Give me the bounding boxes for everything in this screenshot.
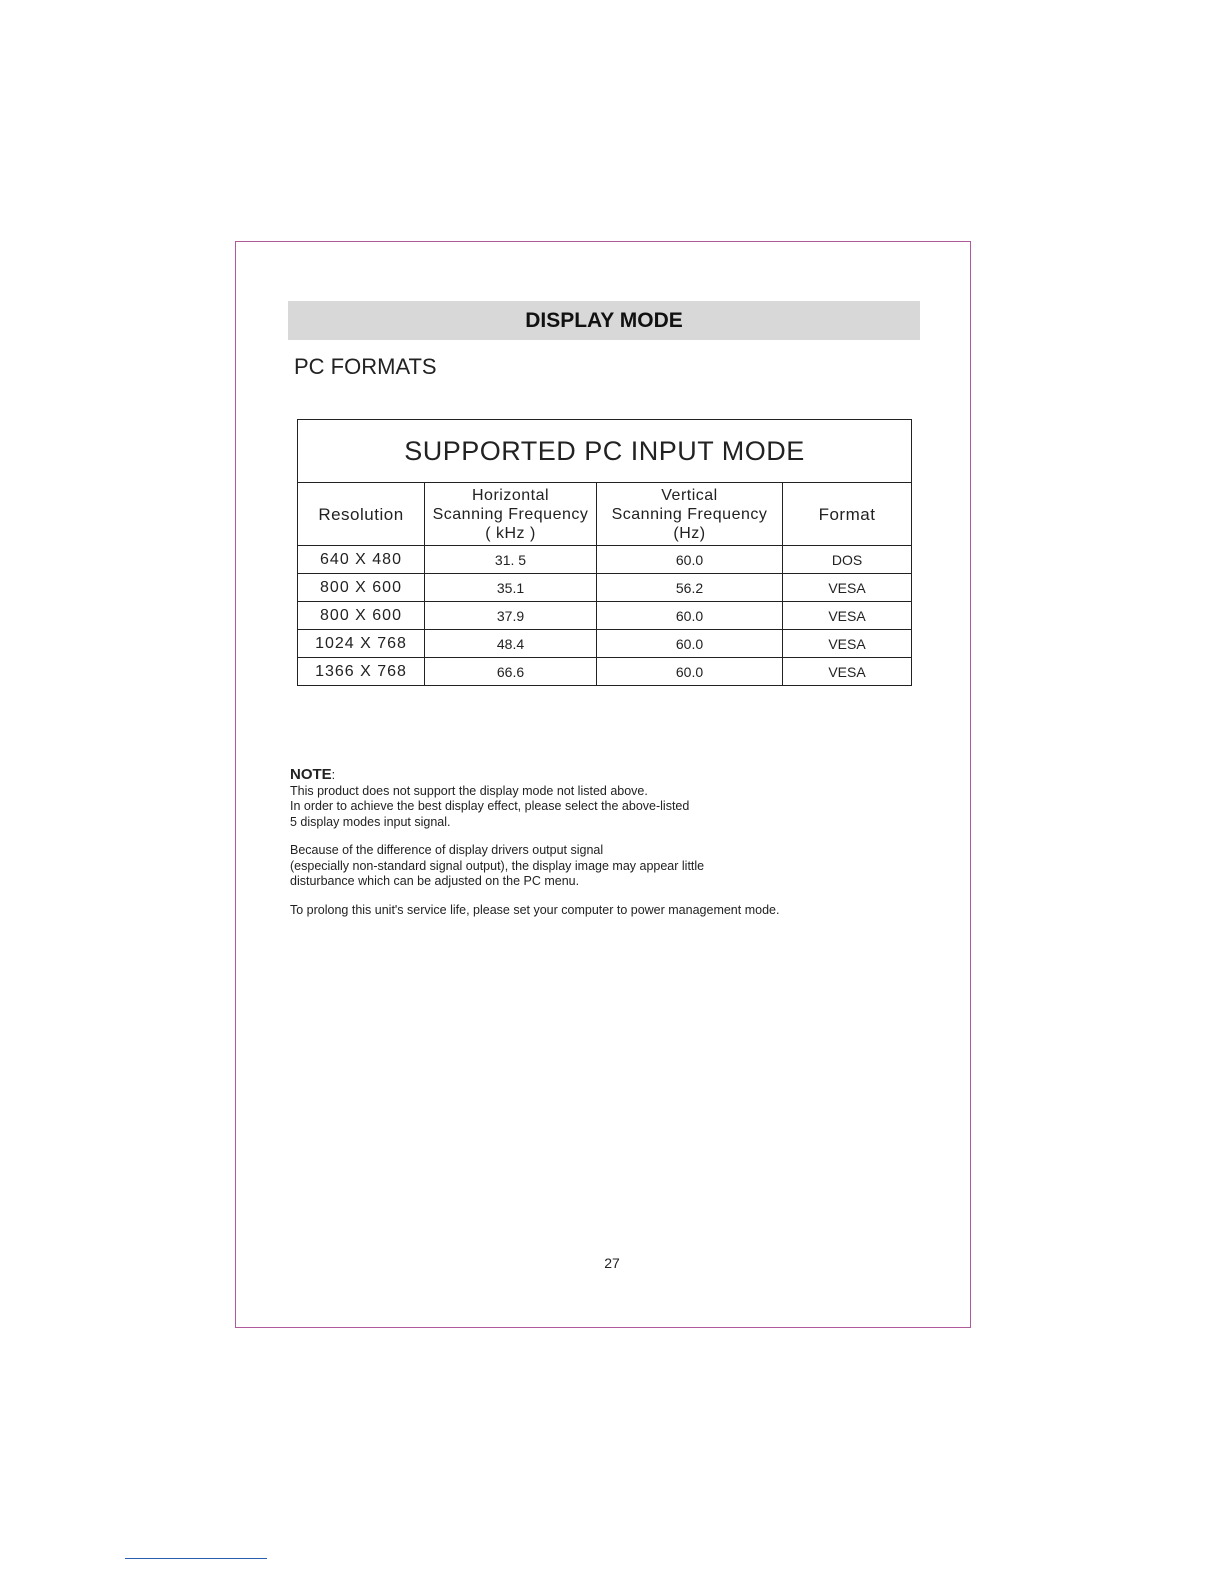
cell-resolution: 800 X 600 (298, 602, 425, 630)
note-line: disturbance which can be adjusted on the PC menu. (290, 874, 580, 888)
header-line: Vertical (661, 486, 718, 504)
note-label: NOTE (290, 766, 332, 783)
cell-vertical: 60.0 (597, 602, 783, 630)
header-line: Horizontal (471, 486, 550, 504)
cell-format: VESA (783, 658, 912, 686)
cell-format: VESA (783, 602, 912, 630)
column-header-vertical (597, 483, 783, 546)
table-title: SUPPORTED PC INPUT MODE (298, 420, 912, 483)
table-row (298, 630, 912, 658)
cell-resolution: 640 X 480 (298, 546, 425, 574)
table-row (298, 658, 912, 686)
table-row (298, 546, 912, 574)
cell-format: VESA (783, 574, 912, 602)
supported-modes-table (297, 419, 912, 686)
note-line: This product does not support the display mode not listed above. (290, 783, 648, 798)
table-row (298, 574, 912, 602)
note-line: In order to achieve the best display effect, please select the above-listed (290, 799, 690, 813)
section-title-banner (288, 301, 920, 340)
note-line: (especially non-standard signal output), the display image may appear little (290, 858, 705, 873)
note-line: To prolong this unit's service life, please set your computer to power management mode. (290, 902, 780, 917)
footer-rule (125, 1558, 267, 1559)
note-colon: : (331, 768, 336, 782)
note-spacer (290, 830, 890, 843)
cell-horizontal: 48.4 (425, 630, 597, 658)
cell-horizontal: 37.9 (425, 602, 597, 630)
cell-vertical: 60.0 (597, 630, 783, 658)
note-spacer (290, 890, 890, 903)
cell-format: DOS (783, 546, 912, 574)
cell-vertical: 56.2 (597, 574, 783, 602)
cell-vertical: 60.0 (597, 546, 783, 574)
cell-resolution: 1366 X 768 (298, 658, 425, 686)
cell-vertical: 60.0 (597, 658, 783, 686)
header-line: Scanning Frequency (611, 505, 768, 523)
table-row (298, 602, 912, 630)
column-header-resolution: Resolution (298, 483, 425, 546)
subtitle: PC FORMATS (294, 354, 437, 379)
page-number: 27 (604, 1255, 620, 1271)
note-line: Because of the difference of display drivers output signal (290, 843, 604, 857)
note-line: 5 display modes input signal. (290, 814, 451, 829)
cell-horizontal: 66.6 (425, 658, 597, 686)
cell-resolution: 1024 X 768 (298, 630, 425, 658)
cell-horizontal: 31. 5 (425, 546, 597, 574)
column-header-format: Format (783, 483, 912, 546)
note-heading (290, 767, 890, 784)
column-header-horizontal (425, 483, 597, 546)
header-line: Scanning Frequency (432, 505, 589, 523)
header-line: (Hz) (673, 524, 706, 542)
cell-format: VESA (783, 630, 912, 658)
cell-resolution: 800 X 600 (298, 574, 425, 602)
note-block (290, 767, 890, 918)
section-title: DISPLAY MODE (525, 308, 683, 332)
cell-horizontal: 35.1 (425, 574, 597, 602)
header-line: ( kHz ) (485, 524, 536, 542)
